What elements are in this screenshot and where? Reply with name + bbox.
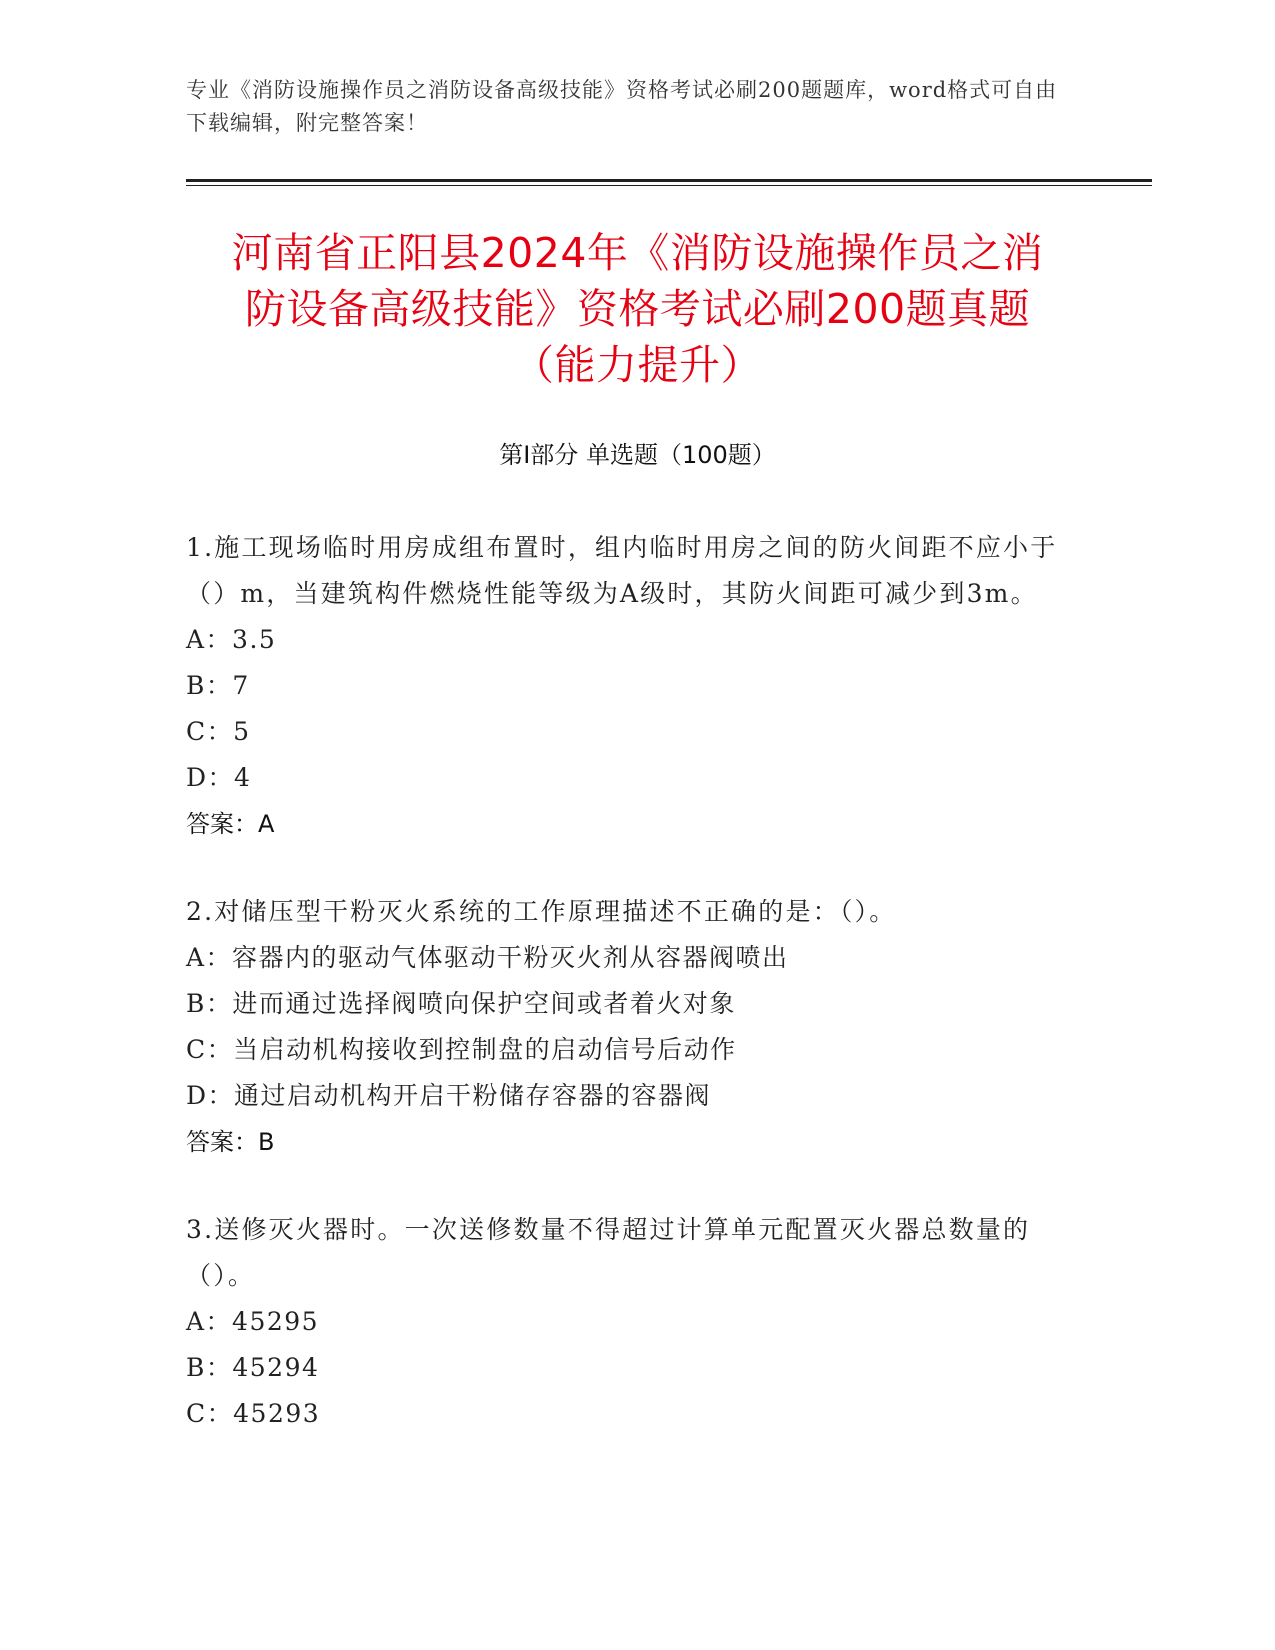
- header-note: 专业《消防设施操作员之消防设备高级技能》资格考试必刷200题题库，word格式可自由下载编辑，附完整答案！: [186, 78, 1058, 135]
- section-heading: 第I部分 单选题（100题）: [499, 441, 776, 469]
- document-title: [160, 225, 1115, 393]
- header-divider-thick: [186, 179, 1152, 182]
- option-b: B：进而通过选择阀喷向保护空间或者着火对象: [186, 989, 736, 1018]
- question-2: [186, 889, 1086, 1165]
- option-b: B：45294: [186, 1353, 320, 1382]
- option-a: A：容器内的驱动气体驱动干粉灭火剂从容器阀喷出: [186, 943, 789, 972]
- option-a: A：3.5: [186, 625, 277, 654]
- title-line-2: 防设备高级技能》资格考试必刷200题真题: [244, 285, 1031, 333]
- question-stem: 1.施工现场临时用房成组布置时，组内临时用房之间的防火间距不应小于（）m，当建筑构件燃烧性能等级为A级时，其防火间距可减少到3m。: [186, 533, 1058, 608]
- option-c: C：5: [186, 717, 251, 746]
- answer-line: 答案：B: [186, 1128, 275, 1156]
- question-stem: 3.送修灭火器时。一次送修数量不得超过计算单元配置灭火器总数量的（）。: [186, 1215, 1031, 1290]
- answer-line: 答案：A: [186, 810, 275, 838]
- option-c: C：45293: [186, 1399, 321, 1428]
- option-c: C：当启动机构接收到控制盘的启动信号后动作: [186, 1035, 737, 1064]
- question-3: [186, 1207, 1086, 1437]
- title-line-1: 河南省正阳县2024年《消防设施操作员之消: [231, 229, 1044, 277]
- option-d: D：通过启动机构开启干粉储存容器的容器阀: [186, 1081, 712, 1110]
- option-b: B：7: [186, 671, 250, 700]
- question-list: [186, 525, 1086, 1479]
- question-stem: 2.对储压型干粉灭火系统的工作原理描述不正确的是：（）。: [186, 897, 897, 926]
- question-1: [186, 525, 1086, 847]
- option-a: A：45295: [186, 1307, 320, 1336]
- title-line-3: （能力提升）: [513, 341, 762, 389]
- option-d: D：4: [186, 763, 252, 792]
- header-divider-thin: [186, 185, 1152, 186]
